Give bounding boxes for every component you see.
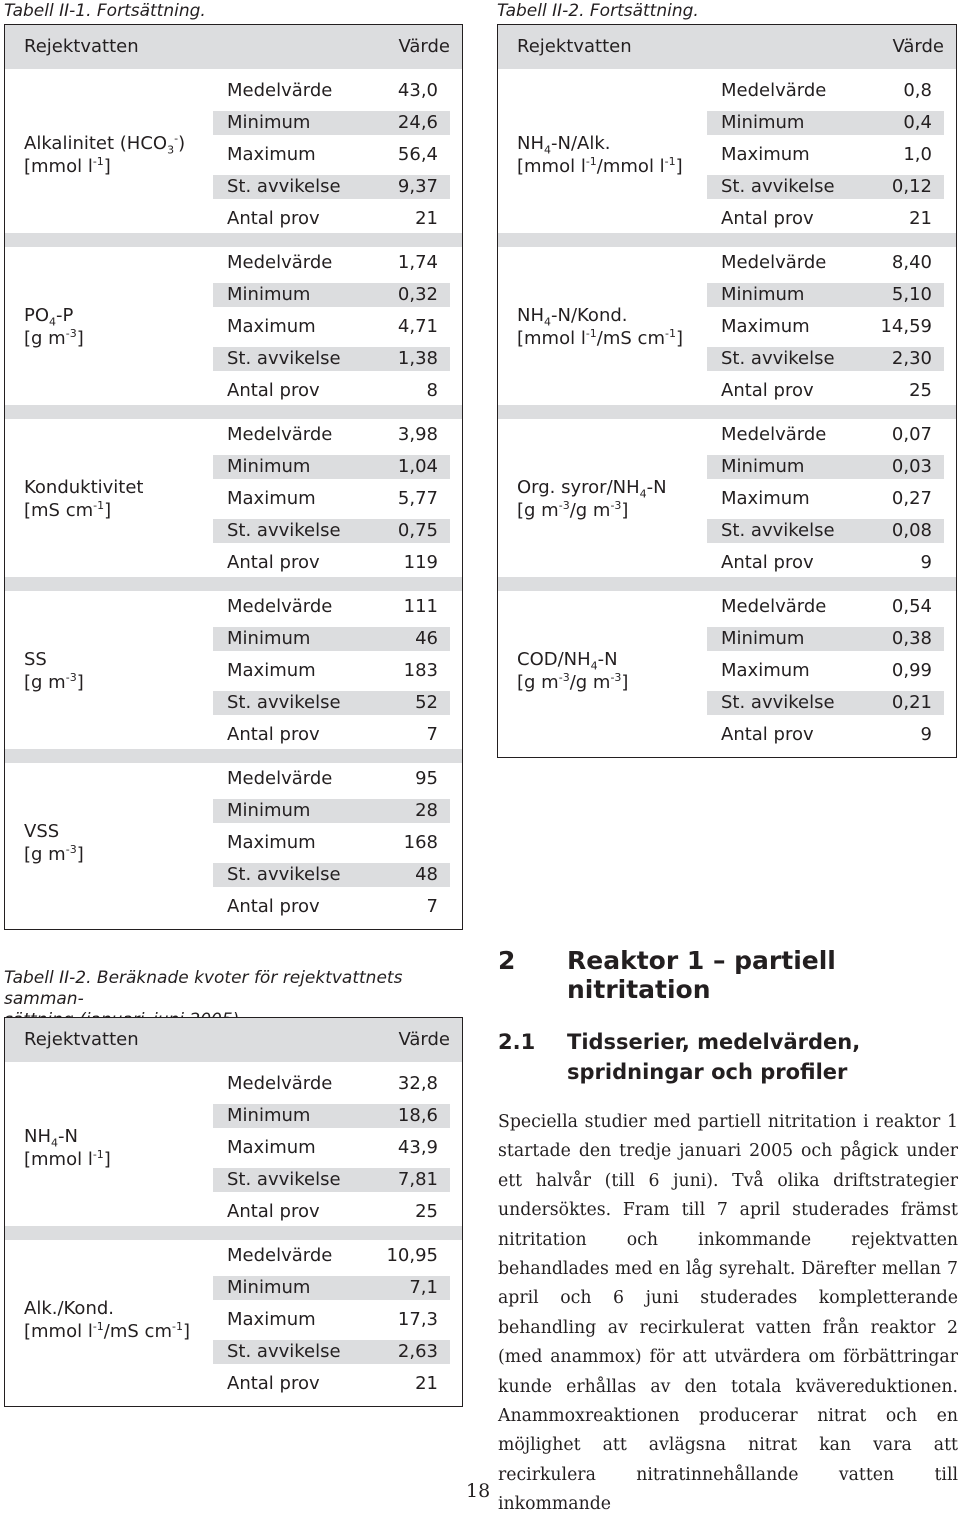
subsection-heading bbox=[567, 1027, 860, 1087]
stat-value: 168 bbox=[403, 832, 438, 853]
stat-value: 111 bbox=[403, 596, 438, 617]
stat-name: Maximum bbox=[721, 144, 810, 165]
stat-value: 2,30 bbox=[891, 348, 932, 369]
stat-value: 9,37 bbox=[397, 176, 438, 197]
stat-value: 21 bbox=[415, 208, 438, 229]
stat-name: St. avvikelse bbox=[227, 864, 341, 885]
unit-text: [mmol l bbox=[517, 328, 586, 349]
stat-value: 0,27 bbox=[891, 488, 932, 509]
stat-row bbox=[213, 767, 450, 791]
unit-sup: -3 bbox=[558, 671, 570, 684]
header-varde: Värde bbox=[398, 1029, 450, 1050]
stat-row bbox=[213, 519, 450, 543]
stat-row bbox=[707, 627, 944, 651]
stat-value: 14,59 bbox=[880, 316, 932, 337]
stat-value: 9 bbox=[920, 724, 932, 745]
unit-text: ] bbox=[103, 1149, 111, 1170]
stat-row bbox=[707, 207, 944, 231]
parameter-group bbox=[5, 1062, 462, 1234]
stat-row bbox=[213, 627, 450, 651]
stat-row bbox=[213, 723, 450, 747]
label-text: PO bbox=[24, 305, 50, 326]
stat-name: Minimum bbox=[227, 1277, 311, 1298]
stat-row bbox=[213, 455, 450, 479]
unit-text: ] bbox=[621, 500, 629, 521]
unit-text: [g m bbox=[24, 672, 66, 693]
stat-name: Medelvärde bbox=[721, 596, 827, 617]
stat-row bbox=[213, 315, 450, 339]
subsection-heading-number: 2.1 bbox=[498, 1030, 536, 1054]
stat-name: Antal prov bbox=[227, 1201, 320, 1222]
unit-text: ] bbox=[76, 328, 84, 349]
section-heading-number: 2 bbox=[498, 946, 516, 975]
stat-name: Antal prov bbox=[227, 1373, 320, 1394]
stat-name: Minimum bbox=[721, 628, 805, 649]
stat-name: Minimum bbox=[227, 284, 311, 305]
stat-name: St. avvikelse bbox=[227, 520, 341, 541]
stat-row bbox=[213, 1200, 450, 1224]
label-text: -N/Alk. bbox=[551, 133, 611, 154]
stat-row bbox=[707, 455, 944, 479]
label-sub: 4 bbox=[639, 487, 647, 501]
unit-text: /mmol l bbox=[596, 156, 665, 177]
unit-text: /mS cm bbox=[103, 1321, 172, 1342]
stat-row bbox=[213, 551, 450, 575]
stat-row bbox=[707, 283, 944, 307]
unit-text: [g m bbox=[517, 672, 559, 693]
parameter-label bbox=[24, 132, 185, 178]
parameter-label bbox=[24, 820, 84, 866]
unit-sup: -1 bbox=[585, 327, 597, 340]
label-sub: 4 bbox=[544, 315, 551, 329]
stat-row bbox=[707, 175, 944, 199]
stat-name: St. avvikelse bbox=[721, 348, 835, 369]
stat-row bbox=[707, 251, 944, 275]
stat-name: Antal prov bbox=[721, 208, 814, 229]
stat-value: 0,75 bbox=[397, 520, 438, 541]
stat-row bbox=[707, 691, 944, 715]
stat-value: 7,1 bbox=[409, 1277, 438, 1298]
unit-sup: -1 bbox=[92, 1148, 104, 1161]
stat-row bbox=[213, 207, 450, 231]
unit-text: /g m bbox=[569, 672, 611, 693]
stat-name: Minimum bbox=[227, 112, 311, 133]
stat-value: 0,03 bbox=[891, 456, 932, 477]
parameter-group bbox=[498, 585, 956, 757]
unit-sup: -1 bbox=[92, 1320, 104, 1333]
parameter-label bbox=[517, 304, 683, 350]
stat-value: 7,81 bbox=[397, 1169, 438, 1190]
unit-text: [mmol l bbox=[517, 156, 586, 177]
stat-name: St. avvikelse bbox=[721, 176, 835, 197]
stat-value: 25 bbox=[909, 380, 932, 401]
stat-row bbox=[707, 595, 944, 619]
stat-name: Medelvärde bbox=[721, 424, 827, 445]
unit-sup: -3 bbox=[65, 671, 77, 684]
stat-value: 0,38 bbox=[891, 628, 932, 649]
stat-name: Antal prov bbox=[721, 380, 814, 401]
table-header bbox=[498, 25, 956, 69]
unit-text: [mmol l bbox=[24, 1321, 93, 1342]
label-text: Alk./Kond. bbox=[24, 1298, 114, 1319]
stat-name: Antal prov bbox=[227, 208, 320, 229]
parameter-label bbox=[24, 648, 84, 694]
label-text: COD/NH bbox=[517, 649, 591, 670]
stat-row bbox=[213, 1372, 450, 1396]
stat-value: 25 bbox=[415, 1201, 438, 1222]
page-number: 18 bbox=[466, 1480, 491, 1502]
parameter-group bbox=[498, 69, 956, 241]
label-text: -P bbox=[56, 305, 74, 326]
stat-value: 10,95 bbox=[386, 1245, 438, 1266]
stat-row bbox=[707, 379, 944, 403]
unit-text: /mS cm bbox=[596, 328, 665, 349]
label-sub: 4 bbox=[544, 143, 551, 157]
stat-name: Medelvärde bbox=[227, 252, 333, 273]
unit-sup: -3 bbox=[610, 499, 622, 512]
stat-value: 18,6 bbox=[397, 1105, 438, 1126]
stat-value: 183 bbox=[403, 660, 438, 681]
stat-name: Medelvärde bbox=[227, 424, 333, 445]
stat-name: St. avvikelse bbox=[721, 520, 835, 541]
stat-row bbox=[707, 143, 944, 167]
label-text: ) bbox=[178, 133, 186, 154]
stat-row bbox=[707, 519, 944, 543]
unit-sup: -1 bbox=[171, 1320, 183, 1333]
stat-name: Maximum bbox=[227, 1309, 316, 1330]
parameter-group bbox=[498, 413, 956, 585]
stat-value: 5,10 bbox=[891, 284, 932, 305]
unit-text: ] bbox=[675, 156, 683, 177]
stat-value: 4,71 bbox=[397, 316, 438, 337]
unit-text: ] bbox=[103, 156, 111, 177]
section-heading: Reaktor 1 – partiell nitritation bbox=[567, 946, 836, 1004]
unit-text: [g m bbox=[24, 844, 66, 865]
unit-sup: -1 bbox=[585, 155, 597, 168]
stat-name: Antal prov bbox=[227, 724, 320, 745]
stat-row bbox=[707, 79, 944, 103]
unit-text: [mmol l bbox=[24, 156, 93, 177]
stat-value: 0,99 bbox=[891, 660, 932, 681]
unit-sup: -1 bbox=[664, 155, 676, 168]
stat-value: 7 bbox=[426, 896, 438, 917]
stat-row bbox=[213, 283, 450, 307]
stat-name: Antal prov bbox=[227, 896, 320, 917]
unit-text: [g m bbox=[24, 328, 66, 349]
unit-sup: -3 bbox=[65, 327, 77, 340]
unit-text: ] bbox=[621, 672, 629, 693]
stat-name: Medelvärde bbox=[227, 80, 333, 101]
stat-row bbox=[213, 1340, 450, 1364]
stat-value: 95 bbox=[415, 768, 438, 789]
stat-value: 0,4 bbox=[903, 112, 932, 133]
stat-row bbox=[213, 1136, 450, 1160]
stat-name: Medelvärde bbox=[227, 596, 333, 617]
body-paragraph: Speciella studier med partiell nitritation i reaktor 1 startade den tredje januari 2005 och pågick under ett halvår (till 6 juni). Två olika driftstrategier undersöktes. Fram till 7 april studerades främst nitritation och inkommande rejektvatten behandlades med en låg syrehalt. Därefter mellan 7 april och 6 juni studerades kompletterande behandling av recirkulerat vatten från reaktor 2 (med anammox) för att utvärdera om förbättringar kunde erhållas av den totala kvävereduktionen. Anammoxreaktionen producerar nitrat och en möjlighet att avlägsna nitrat kan vara att recirkulera nitratinnehållande vatten till inkommande bbox=[498, 1112, 958, 1515]
stat-row bbox=[213, 1276, 450, 1300]
stat-name: Antal prov bbox=[721, 724, 814, 745]
unit-text: ] bbox=[76, 844, 84, 865]
stat-value: 56,4 bbox=[397, 144, 438, 165]
stat-name: St. avvikelse bbox=[227, 176, 341, 197]
stat-value: 46 bbox=[415, 628, 438, 649]
stat-value: 5,77 bbox=[397, 488, 438, 509]
unit-sup: -3 bbox=[65, 843, 77, 856]
stat-value: 1,74 bbox=[397, 252, 438, 273]
stat-row bbox=[213, 347, 450, 371]
stat-name: Antal prov bbox=[721, 552, 814, 573]
stat-value: 0,07 bbox=[891, 424, 932, 445]
stat-name: Medelvärde bbox=[227, 1245, 333, 1266]
stat-name: Minimum bbox=[227, 456, 311, 477]
label-sub: 4 bbox=[49, 315, 57, 329]
stat-name: Maximum bbox=[227, 832, 316, 853]
unit-text: [mmol l bbox=[24, 1149, 93, 1170]
stat-value: 0,8 bbox=[903, 80, 932, 101]
header-rejektvatten: Rejektvatten bbox=[24, 1029, 139, 1050]
stat-name: Maximum bbox=[227, 144, 316, 165]
header-varde: Värde bbox=[398, 36, 450, 57]
stat-name: St. avvikelse bbox=[227, 692, 341, 713]
stat-row bbox=[707, 423, 944, 447]
stat-value: 28 bbox=[415, 800, 438, 821]
table1-caption: Tabell II-1. Fortsättning. bbox=[4, 1, 206, 21]
label-sub: 4 bbox=[590, 659, 598, 673]
parameter-label bbox=[24, 304, 84, 350]
stat-value: 119 bbox=[403, 552, 438, 573]
stat-name: Minimum bbox=[227, 1105, 311, 1126]
stat-row bbox=[213, 79, 450, 103]
stat-row bbox=[213, 1168, 450, 1192]
stat-value: 52 bbox=[415, 692, 438, 713]
subsection-heading-line1: Tidsserier, medelvärden, bbox=[567, 1030, 861, 1054]
label-text: NH bbox=[24, 1126, 51, 1147]
stat-name: Maximum bbox=[721, 316, 810, 337]
parameter-group bbox=[5, 757, 462, 929]
parameter-group bbox=[498, 241, 956, 413]
stat-row bbox=[707, 111, 944, 135]
label-text: NH bbox=[517, 305, 544, 326]
stat-value: 43,9 bbox=[397, 1137, 438, 1158]
table-header bbox=[5, 1018, 462, 1062]
stat-value: 21 bbox=[415, 1373, 438, 1394]
parameter-label bbox=[517, 132, 683, 178]
stat-value: 1,0 bbox=[903, 144, 932, 165]
stat-row bbox=[213, 1308, 450, 1332]
stat-name: Medelvärde bbox=[721, 252, 827, 273]
label-text: -N bbox=[58, 1126, 78, 1147]
unit-sup: -1 bbox=[664, 327, 676, 340]
stat-value: 0,08 bbox=[891, 520, 932, 541]
table-header bbox=[5, 25, 462, 69]
stat-value: 21 bbox=[909, 208, 932, 229]
stat-row bbox=[213, 863, 450, 887]
rejektvatten-ratio-table-cont bbox=[497, 24, 957, 758]
stat-name: Minimum bbox=[227, 628, 311, 649]
parameter-group bbox=[5, 69, 462, 241]
stat-row bbox=[707, 315, 944, 339]
unit-text: ] bbox=[76, 672, 84, 693]
label-text: -N bbox=[646, 477, 667, 498]
table3-caption-line1: Tabell II-2. Beräknade kvoter för rejektvattnets samman- bbox=[4, 968, 403, 1009]
parameter-group bbox=[5, 413, 462, 585]
stat-name: Antal prov bbox=[227, 552, 320, 573]
unit-text: ] bbox=[675, 328, 683, 349]
label-text: -N/Kond. bbox=[551, 305, 628, 326]
unit-sup: -3 bbox=[610, 671, 622, 684]
stat-row bbox=[707, 347, 944, 371]
label-sub: 3 bbox=[167, 143, 175, 157]
header-rejektvatten: Rejektvatten bbox=[24, 36, 139, 57]
stat-row bbox=[213, 691, 450, 715]
unit-text: ] bbox=[182, 1321, 190, 1342]
unit-sup: -3 bbox=[558, 499, 570, 512]
header-rejektvatten: Rejektvatten bbox=[517, 36, 632, 57]
stat-row bbox=[213, 1072, 450, 1096]
stat-name: Medelvärde bbox=[227, 768, 333, 789]
stat-name: Maximum bbox=[227, 1137, 316, 1158]
stat-row bbox=[213, 1244, 450, 1268]
stat-name: St. avvikelse bbox=[227, 1341, 341, 1362]
stat-value: 8 bbox=[426, 380, 438, 401]
stat-value: 0,54 bbox=[891, 596, 932, 617]
stat-name: Maximum bbox=[227, 488, 316, 509]
stat-name: Medelvärde bbox=[227, 1073, 333, 1094]
stat-row bbox=[213, 799, 450, 823]
stat-name: Minimum bbox=[721, 284, 805, 305]
header-varde: Värde bbox=[892, 36, 944, 57]
parameter-group bbox=[5, 1234, 462, 1406]
stat-name: Minimum bbox=[721, 456, 805, 477]
unit-text: [g m bbox=[517, 500, 559, 521]
stat-row bbox=[213, 379, 450, 403]
unit-sup: -1 bbox=[92, 155, 104, 168]
stat-value: 1,38 bbox=[397, 348, 438, 369]
stat-name: Minimum bbox=[721, 112, 805, 133]
stat-row bbox=[213, 659, 450, 683]
stat-name: Antal prov bbox=[227, 380, 320, 401]
stat-value: 48 bbox=[415, 864, 438, 885]
label-text: NH bbox=[517, 133, 544, 154]
label-text: Konduktivitet bbox=[24, 477, 144, 498]
stat-value: 0,21 bbox=[891, 692, 932, 713]
stat-row bbox=[213, 1104, 450, 1128]
parameter-label bbox=[24, 476, 144, 522]
rejektvatten-ratio-table bbox=[4, 1017, 463, 1407]
stat-row bbox=[213, 143, 450, 167]
unit-text: ] bbox=[104, 500, 112, 521]
stat-row bbox=[707, 551, 944, 575]
label-text: Alkalinitet (HCO bbox=[24, 133, 168, 154]
label-sup: - bbox=[174, 132, 179, 145]
stat-value: 32,8 bbox=[397, 1073, 438, 1094]
stat-name: St. avvikelse bbox=[227, 1169, 341, 1190]
stat-name: St. avvikelse bbox=[721, 692, 835, 713]
stat-value: 43,0 bbox=[397, 80, 438, 101]
stat-value: 1,04 bbox=[397, 456, 438, 477]
stat-row bbox=[213, 895, 450, 919]
parameter-group bbox=[5, 241, 462, 413]
parameter-label bbox=[24, 1125, 111, 1171]
stat-name: Maximum bbox=[227, 316, 316, 337]
stat-name: St. avvikelse bbox=[227, 348, 341, 369]
parameter-label bbox=[517, 648, 628, 694]
label-text: SS bbox=[24, 649, 47, 670]
stat-value: 17,3 bbox=[397, 1309, 438, 1330]
stat-row bbox=[213, 423, 450, 447]
stat-row bbox=[213, 487, 450, 511]
label-text: Org. syror/NH bbox=[517, 477, 640, 498]
stat-row bbox=[213, 595, 450, 619]
table2-caption: Tabell II-2. Fortsättning. bbox=[497, 1, 699, 21]
stat-value: 0,32 bbox=[397, 284, 438, 305]
stat-value: 24,6 bbox=[397, 112, 438, 133]
stat-name: Maximum bbox=[721, 488, 810, 509]
stat-row bbox=[213, 831, 450, 855]
stat-value: 9 bbox=[920, 552, 932, 573]
unit-sup: -1 bbox=[93, 499, 105, 512]
stat-name: Maximum bbox=[227, 660, 316, 681]
stat-row bbox=[213, 175, 450, 199]
label-text: VSS bbox=[24, 821, 60, 842]
stat-value: 8,40 bbox=[891, 252, 932, 273]
unit-text: [mS cm bbox=[24, 500, 94, 521]
stat-value: 0,12 bbox=[891, 176, 932, 197]
unit-text: /g m bbox=[569, 500, 611, 521]
stat-row bbox=[213, 111, 450, 135]
stat-row bbox=[707, 723, 944, 747]
stat-value: 3,98 bbox=[397, 424, 438, 445]
subsection-heading-line2: spridningar och profiler bbox=[567, 1060, 848, 1084]
parameter-label bbox=[24, 1297, 190, 1343]
label-text: -N bbox=[597, 649, 618, 670]
rejektvatten-table-1 bbox=[4, 24, 463, 930]
stat-value: 2,63 bbox=[397, 1341, 438, 1362]
stat-name: Minimum bbox=[227, 800, 311, 821]
stat-row bbox=[213, 251, 450, 275]
label-sub: 4 bbox=[51, 1136, 58, 1150]
stat-value: 7 bbox=[426, 724, 438, 745]
stat-row bbox=[707, 659, 944, 683]
stat-name: Medelvärde bbox=[721, 80, 827, 101]
parameter-group bbox=[5, 585, 462, 757]
stat-row bbox=[707, 487, 944, 511]
stat-name: Maximum bbox=[721, 660, 810, 681]
parameter-label bbox=[517, 476, 667, 522]
